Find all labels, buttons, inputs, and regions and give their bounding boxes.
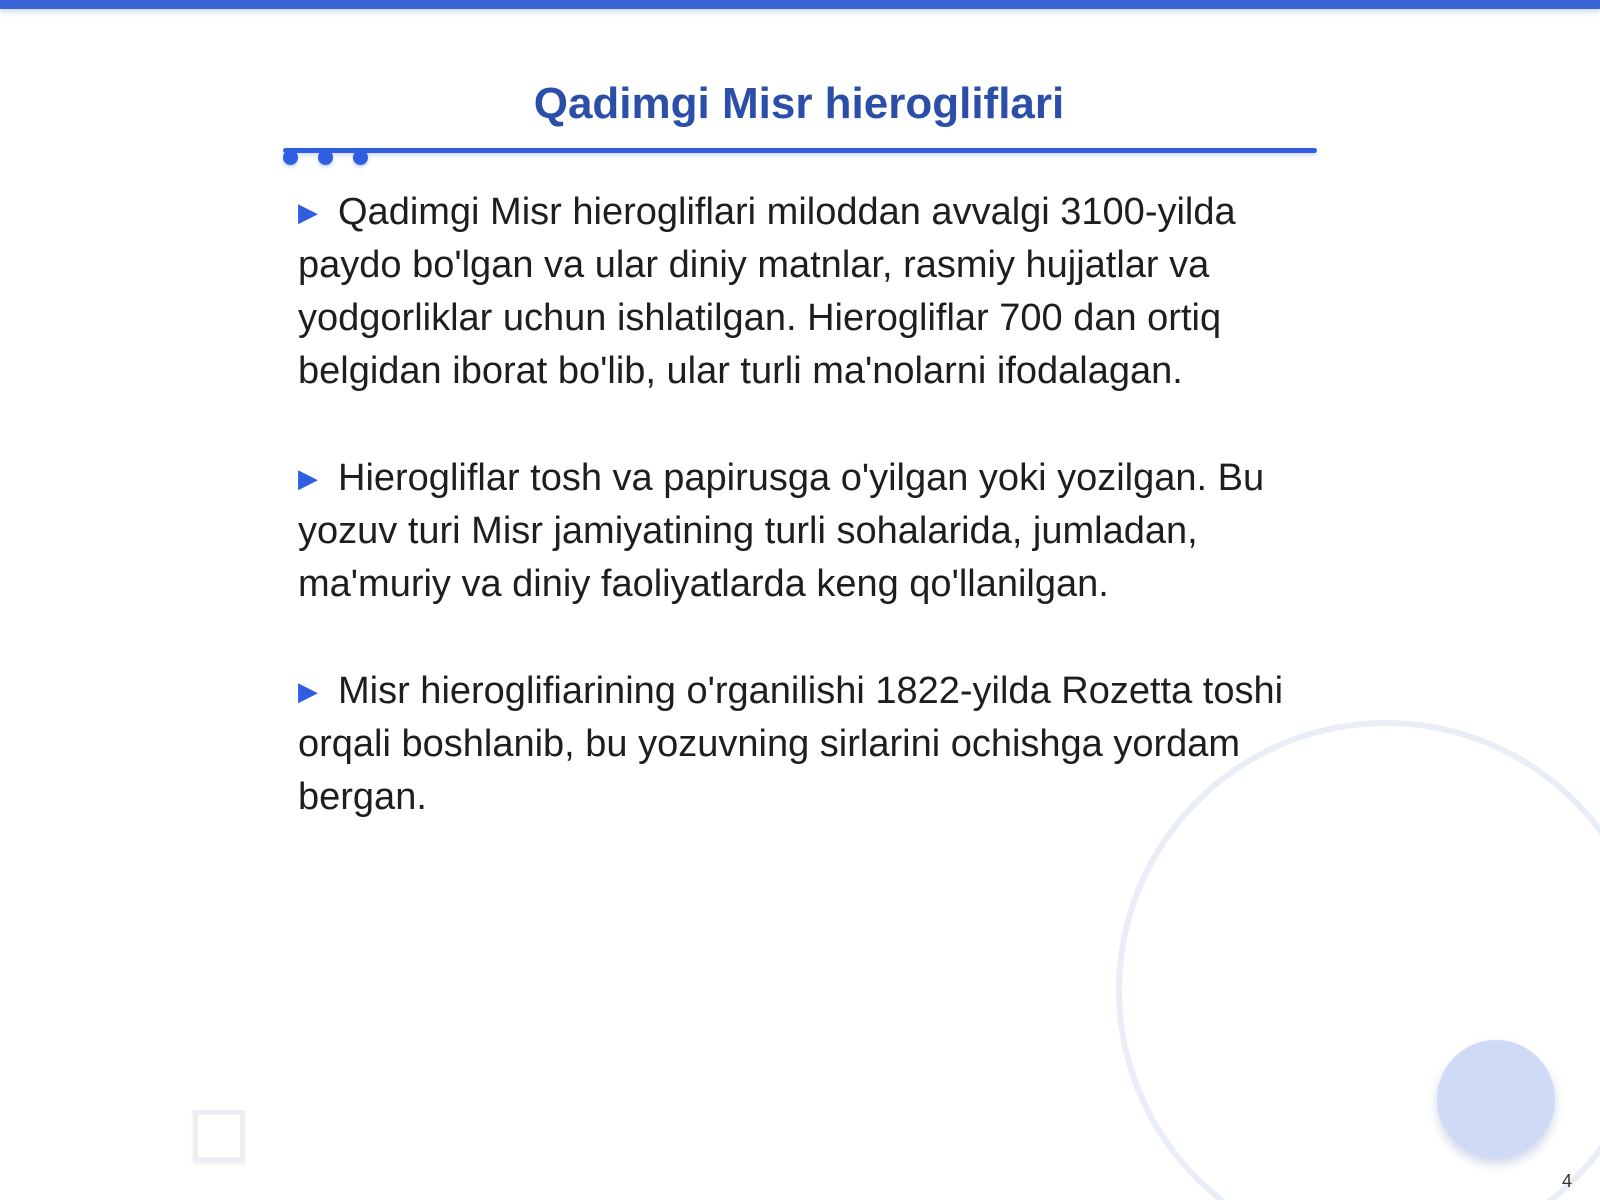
bullet-list [298,186,1288,878]
decorative-square [193,1110,245,1162]
triangle-right-icon: ▶ [298,197,318,227]
triangle-right-icon: ▶ [298,463,318,493]
decorative-dot [318,150,333,165]
bullet-text: Misr hieroglifiarining o'rganilishi 1822-yilda Rozetta toshi orqali boshlanib, bu yozuvning sirlarini ochishga yordam bergan. [298,670,1284,818]
bullet-text: Hierogliflar tosh va papirusga o'yilgan yoki yozilgan. Bu yozuv turi Misr jamiyatining turli sohalarida, jumladan, ma'muriy va diniy faoliyatlarda keng qo'llanilgan. [298,457,1265,605]
page-number: 4 [1561,1171,1572,1191]
bullet-item [298,452,1288,611]
bullet-item [298,186,1288,398]
triangle-right-icon: ▶ [298,676,318,706]
decorative-dot [353,150,368,165]
bullet-text: Qadimgi Misr hierogliflari miloddan avvalgi 3100-yilda paydo bo'lgan va ular diniy matnlar, rasmiy hujjatlar va yodgorliklar uchun ishlatilgan. Hierogliflar 700 dan ortiq belgidan iborat bo'lib, ular turli ma'nolarni ifodalagan. [298,191,1236,392]
decorative-dot [283,150,298,165]
bullet-item [298,665,1288,824]
title-underline [283,148,1317,153]
decorative-circle [1437,1040,1555,1158]
top-accent-bar [0,0,1600,9]
slide-title: Qadimgi Misr hierogliflari [533,79,1065,128]
